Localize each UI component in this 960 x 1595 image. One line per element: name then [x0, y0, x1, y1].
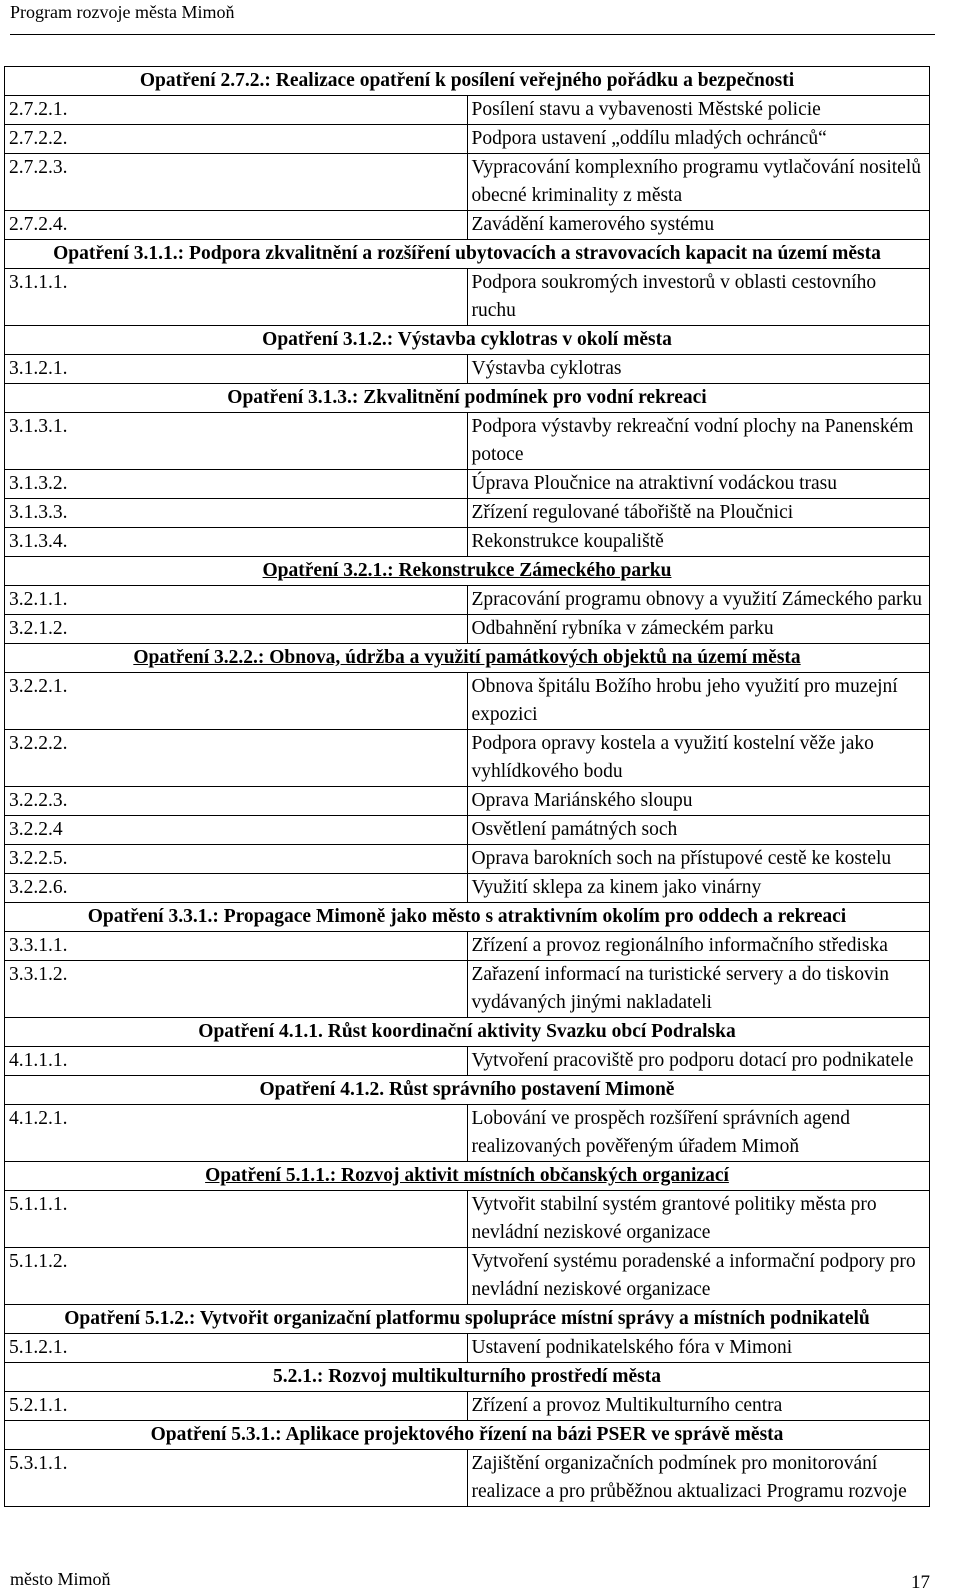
activity-number: 3.2.2.2. — [5, 730, 468, 787]
measure-heading — [5, 903, 930, 932]
measure-heading-text: Opatření 5.1.2.: Vytvořit organizační platformu spolupráce místní správy a místních podnikatelů — [64, 1308, 870, 1329]
activity-number: 5.1.1.2. — [5, 1248, 468, 1305]
activity-row — [5, 470, 930, 499]
activity-row — [5, 1191, 930, 1248]
activity-row — [5, 816, 930, 845]
activity-description: Oprava barokních soch na přístupové cestě ke kostelu — [467, 845, 930, 874]
activity-description: Vypracování komplexního programu vytlačování nositelů obecné kriminality z města — [467, 154, 930, 211]
activity-description: Odbahnění rybníka v zámeckém parku — [467, 615, 930, 644]
activity-number: 3.2.2.3. — [5, 787, 468, 816]
activity-description: Zřízení a provoz Multikulturního centra — [467, 1392, 930, 1421]
activity-number: 2.7.2.2. — [5, 125, 468, 154]
measure-heading-text: Opatření 5.1.1.: Rozvoj aktivit místních občanských organizací — [205, 1165, 729, 1186]
activity-row — [5, 615, 930, 644]
measures-table-body — [5, 67, 930, 1507]
activity-row — [5, 932, 930, 961]
activity-row — [5, 845, 930, 874]
activity-description: Vytvoření systému poradenské a informační podpory pro nevládní neziskové organizace — [467, 1248, 930, 1305]
measure-heading-row — [5, 644, 930, 673]
activity-description: Zařazení informací na turistické servery a do tiskovin vydávaných jinými nakladateli — [467, 961, 930, 1018]
measure-heading-row — [5, 1305, 930, 1334]
measure-heading-row — [5, 240, 930, 269]
activity-row — [5, 961, 930, 1018]
activity-number: 3.2.1.2. — [5, 615, 468, 644]
measure-heading-row — [5, 1018, 930, 1047]
measure-heading-text: Opatření 3.1.3.: Zkvalitnění podmínek pro vodní rekreaci — [227, 387, 707, 408]
activity-description: Vytvoření pracoviště pro podporu dotací pro podnikatele — [467, 1047, 930, 1076]
measure-heading — [5, 1018, 930, 1047]
measure-heading — [5, 384, 930, 413]
activity-row — [5, 730, 930, 787]
activity-number: 2.7.2.4. — [5, 211, 468, 240]
activity-description: Zajištění organizačních podmínek pro monitorování realizace a pro průběžnou aktualizaci Programu rozvoje — [467, 1450, 930, 1507]
activity-row — [5, 269, 930, 326]
activity-description: Vytvořit stabilní systém grantové politiky města pro nevládní neziskové organizace — [467, 1191, 930, 1248]
measure-heading-text: Opatření 3.2.1.: Rekonstrukce Zámeckého parku — [262, 560, 672, 581]
activity-row — [5, 1105, 930, 1162]
measure-heading-row — [5, 1076, 930, 1105]
activity-number: 3.2.1.1. — [5, 586, 468, 615]
measures-table — [4, 66, 930, 1507]
activity-row — [5, 586, 930, 615]
activity-number: 4.1.2.1. — [5, 1105, 468, 1162]
activity-description: Využití sklepa za kinem jako vinárny — [467, 874, 930, 903]
activity-number: 5.3.1.1. — [5, 1450, 468, 1507]
measure-heading-text: Opatření 3.3.1.: Propagace Mimoně jako město s atraktivním okolím pro oddech a rekreaci — [87, 906, 847, 927]
activity-description: Oprava Mariánského sloupu — [467, 787, 930, 816]
activity-row — [5, 154, 930, 211]
activity-row — [5, 355, 930, 384]
activity-description: Podpora soukromých investorů v oblasti cestovního ruchu — [467, 269, 930, 326]
activity-row — [5, 1248, 930, 1305]
activity-number: 5.2.1.1. — [5, 1392, 468, 1421]
measure-heading-row — [5, 1162, 930, 1191]
activity-number: 3.2.2.5. — [5, 845, 468, 874]
activity-number: 3.2.2.6. — [5, 874, 468, 903]
activity-row — [5, 528, 930, 557]
activity-description: Podpora výstavby rekreační vodní plochy na Panenském potoce — [467, 413, 930, 470]
activity-number: 3.3.1.2. — [5, 961, 468, 1018]
activity-description: Podpora ustavení „oddílu mladých ochránců“ — [467, 125, 930, 154]
page-footer — [10, 1567, 930, 1591]
measure-heading — [5, 1421, 930, 1450]
measure-heading-row — [5, 1421, 930, 1450]
activity-description: Zpracování programu obnovy a využití Zámeckého parku — [467, 586, 930, 615]
measure-heading-text: Opatření 3.1.1.: Podpora zkvalitnění a rozšíření ubytovacích a stravovacích kapacit na území města — [53, 243, 881, 264]
measure-heading — [5, 326, 930, 355]
measure-heading — [5, 644, 930, 673]
activity-number: 4.1.1.1. — [5, 1047, 468, 1076]
measure-heading-row — [5, 384, 930, 413]
measure-heading-text: Opatření 4.1.1. Růst koordinační aktivity Svazku obcí Podralska — [198, 1021, 736, 1042]
measure-heading — [5, 1076, 930, 1105]
activity-description: Ustavení podnikatelského fóra v Mimoni — [467, 1334, 930, 1363]
activity-number: 5.1.2.1. — [5, 1334, 468, 1363]
activity-description: Zřízení regulované tábořiště na Ploučnici — [467, 499, 930, 528]
activity-description: Osvětlení památných soch — [467, 816, 930, 845]
measure-heading — [5, 1162, 930, 1191]
measure-heading — [5, 67, 930, 96]
measure-heading-text: Opatření 3.1.2.: Výstavba cyklotras v okolí města — [262, 329, 672, 350]
activity-number: 2.7.2.3. — [5, 154, 468, 211]
activity-number: 3.1.3.3. — [5, 499, 468, 528]
activity-number: 3.1.1.1. — [5, 269, 468, 326]
activity-description: Posílení stavu a vybavenosti Městské policie — [467, 96, 930, 125]
measure-heading — [5, 1363, 930, 1392]
activity-number: 2.7.2.1. — [5, 96, 468, 125]
activity-number: 5.1.1.1. — [5, 1191, 468, 1248]
activity-description: Zřízení a provoz regionálního informačního střediska — [467, 932, 930, 961]
measure-heading-text: Opatření 3.2.2.: Obnova, údržba a využití památkových objektů na území města — [133, 647, 801, 668]
measure-heading — [5, 240, 930, 269]
activity-description: Výstavba cyklotras — [467, 355, 930, 384]
activity-row — [5, 499, 930, 528]
measure-heading-text: Opatření 2.7.2.: Realizace opatření k posílení veřejného pořádku a bezpečnosti — [139, 70, 795, 91]
page-header: Program rozvoje města Mimoň — [10, 2, 235, 22]
activity-description: Zavádění kamerového systému — [467, 211, 930, 240]
activity-number: 3.1.3.1. — [5, 413, 468, 470]
measure-heading-row — [5, 1363, 930, 1392]
activity-row — [5, 96, 930, 125]
activity-number: 3.1.2.1. — [5, 355, 468, 384]
activity-description: Lobování ve prospěch rozšíření správních agend realizovaných pověřeným úřadem Mimoň — [467, 1105, 930, 1162]
activity-description: Obnova špitálu Božího hrobu jeho využití pro muzejní expozici — [467, 673, 930, 730]
activity-row — [5, 874, 930, 903]
activity-number: 3.2.2.4 — [5, 816, 468, 845]
measure-heading-text: 5.2.1.: Rozvoj multikulturního prostředí města — [272, 1366, 661, 1387]
measure-heading-row — [5, 903, 930, 932]
activity-row — [5, 1047, 930, 1076]
measure-heading-text: Opatření 4.1.2. Růst správního postavení Mimoně — [259, 1079, 675, 1100]
activity-number: 3.1.3.2. — [5, 470, 468, 499]
measure-heading-row — [5, 67, 930, 96]
activity-row — [5, 125, 930, 154]
activity-number: 3.3.1.1. — [5, 932, 468, 961]
activity-row — [5, 787, 930, 816]
activity-description: Podpora opravy kostela a využití kostelní věže jako vyhlídkového bodu — [467, 730, 930, 787]
activity-row — [5, 673, 930, 730]
activity-description: Úprava Ploučnice na atraktivní vodáckou trasu — [467, 470, 930, 499]
header-divider — [10, 34, 935, 35]
footer-city: město Mimoň — [10, 1569, 111, 1589]
measure-heading-row — [5, 326, 930, 355]
activity-row — [5, 413, 930, 470]
measure-heading-row — [5, 557, 930, 586]
activity-number: 3.1.3.4. — [5, 528, 468, 557]
activity-row — [5, 1392, 930, 1421]
measure-heading — [5, 1305, 930, 1334]
measure-heading — [5, 557, 930, 586]
activity-row — [5, 1334, 930, 1363]
measure-heading-text: Opatření 5.3.1.: Aplikace projektového řízení na bázi PSER ve správě města — [150, 1424, 784, 1445]
activity-description: Rekonstrukce koupaliště — [467, 528, 930, 557]
activity-row — [5, 211, 930, 240]
activity-row — [5, 1450, 930, 1507]
activity-number: 3.2.2.1. — [5, 673, 468, 730]
page-number: 17 — [911, 1572, 930, 1593]
